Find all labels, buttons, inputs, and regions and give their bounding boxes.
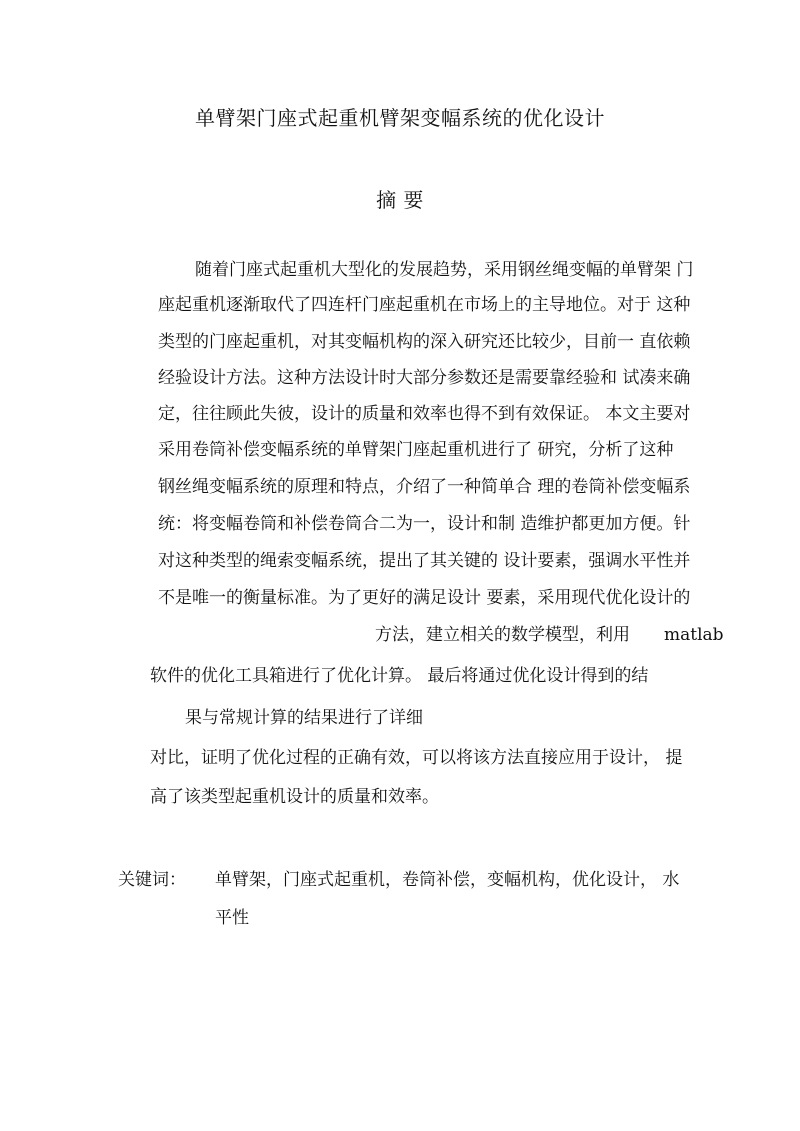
abstract-line: 不是唯一的衡量标准。为了更好的满足设计 要素，采用现代优化设计的 (158, 588, 691, 608)
keywords-text: 平性 (215, 908, 249, 928)
abstract-line: 果与常规计算的结果进行了详细 (185, 708, 423, 728)
abstract-line: 高了该类型起重机设计的质量和效率。 (150, 787, 439, 807)
paper-title: 单臂架门座式起重机臂架变幅系统的优化设计 (195, 106, 605, 130)
abstract-line: 采用卷筒补偿变幅系统的单臂架门座起重机进行了 研究，分析了这种 (158, 440, 674, 460)
abstract-line: 定，往往顾此失彼，设计的质量和效率也得不到有效保证。 本文主要对 (158, 404, 691, 424)
abstract-line: 经验设计方法。这种方法设计时大部分参数还是需要靠经验和 试凑来确 (158, 368, 691, 388)
keywords-text: 单臂架，门座式起重机，卷筒补偿，变幅机构，优化设计， 水 (215, 870, 680, 890)
keywords-label: 关键词： (118, 870, 186, 890)
abstract-line: 对比，证明了优化过程的正确有效，可以将该方法直接应用于设计， 提 (150, 748, 683, 768)
abstract-line: 座起重机逐渐取代了四连杆门座起重机在市场上的主导地位。对于 这种 (158, 295, 691, 315)
abstract-heading: 摘 要 (376, 188, 424, 212)
abstract-line: 软件的优化工具箱进行了优化计算。 最后将通过优化设计得到的结 (150, 666, 649, 686)
abstract-line: 钢丝绳变幅系统的原理和特点，介绍了一种简单合 理的卷筒补偿变幅系 (158, 477, 691, 497)
abstract-line: 类型的门座起重机，对其变幅机构的深入研究还比较少，目前一 直依赖 (158, 332, 691, 352)
abstract-line: 统：将变幅卷筒和补偿卷筒合二为一，设计和制 造维护都更加方便。针 (158, 514, 691, 534)
abstract-line: 对这种类型的绳索变幅系统，提出了其关键的 设计要素，强调水平性并 (158, 551, 691, 571)
abstract-line: 方法，建立相关的数学模型，利用 matlab (375, 625, 724, 645)
abstract-line: 随着门座式起重机大型化的发展趋势，采用钢丝绳变幅的单臂架 门 (195, 260, 694, 280)
